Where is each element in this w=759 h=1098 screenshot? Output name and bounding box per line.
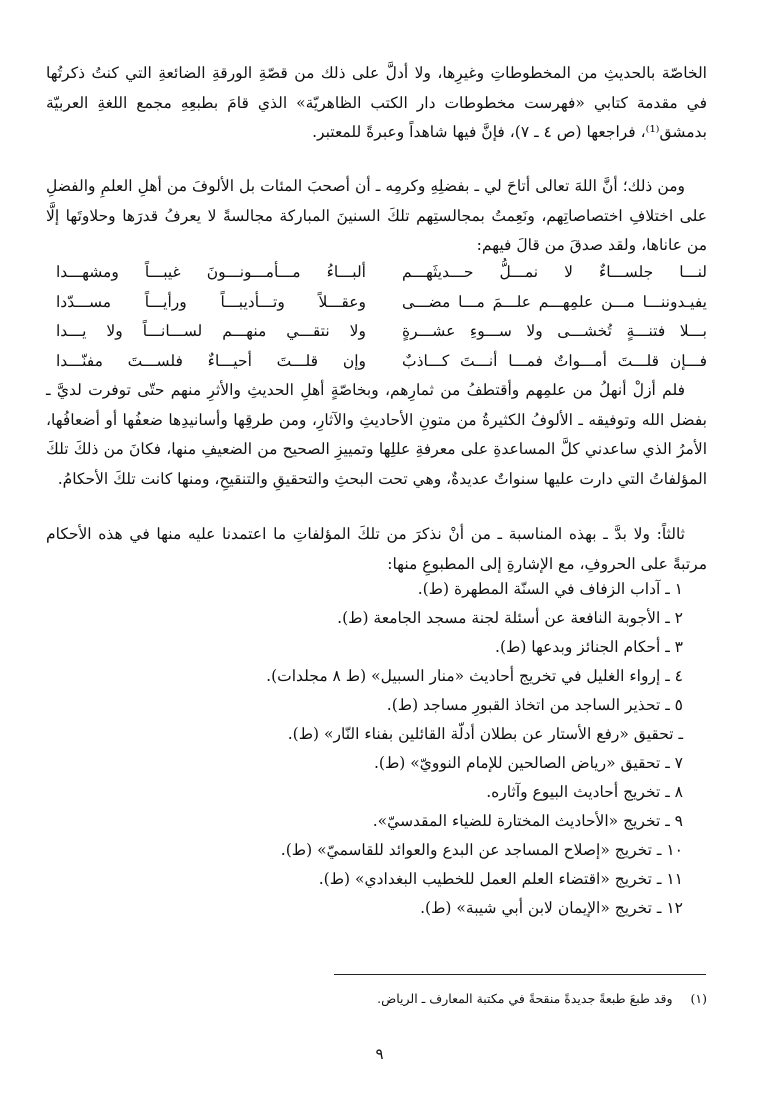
poem-verse: [46, 288, 707, 318]
poem: [46, 258, 707, 376]
paragraph-third-point: ثالثاً: ولا بدَّ ـ بهذه المناسبة ـ من أنْ نذكرَ من تلكَ المؤلفاتِ ما اعتمدنا عليه منها في هذه الأحكام مرتبةً على الحروفِ، مع الإشارةِ إلى المطبوعِ منها:: [46, 525, 707, 573]
list-item: ٨ ـ تخريج أحاديث البيوع وآثاره.: [486, 783, 683, 801]
poem-first-hemistich: يفيـدوننـــا مـــن علمِهـــم علـــمَ مـــا مضـــى: [402, 292, 707, 311]
footnote-marker: (١): [690, 991, 707, 1006]
list-item: ١٢ ـ تخريج «الإيمان لابن أبي شيبة» (ط).: [420, 899, 683, 917]
poem-second-hemistich: ولا نتقـــي منهـــم لســـانـــاً ولا يـــدا: [56, 322, 366, 340]
footnote-text: وقد طبعَ طبعةً جديدةً منقحةً في مكتبة المعارف ـ الرياض.: [377, 991, 673, 1006]
footnote: [46, 989, 707, 1009]
list-item: ٣ ـ أحكام الجنائز وبدعها (ط).: [495, 638, 683, 656]
paragraph-hadith-study: فلم أزلْ أنهلُ من علمِهم وأقتطفُ من ثمارِهم، وبخاصّةٍ أهلِ الحديثِ والأثرِ منهم حتّى توفرت لديَّ ـ بفضل الله وتوفيقه ـ الألوفُ الكثيرةُ من متونِ الأحاديثِ والآثارِ، ومن طرقِها وأسانيدِها ضعفُها أو أضعافُها، الأمرُ الذي ساعدني كلَّ المساعدةِ على معرفةِ عللِها وتمييزِ الصحيح من الضعيفِ منها، فكانَ من ذلكَ تلكَ المؤلفاتُ التي دارت عليها سنواتٌ عديدةٌ، وهي تحت البحثِ والتحقيقِ والتنقيحِ، ومنها كانت تلكَ الأحكامُ.: [46, 381, 707, 488]
list-item: ٤ ـ إرواء الغليل في تخريج أحاديث «منار السبيل» (ط ٨ مجلدات).: [266, 667, 683, 685]
poem-verse: [46, 347, 707, 377]
paragraph-manuscripts: الخاصّة بالحديثِ من المخطوطاتِ وغيرِها، ولا أدلَّ على ذلك من قصّةِ الورقةِ الضائعةِ التي كنتُ ذكرتُها في مقدمة كتابي «فهرست مخطوطات دار الكتب الظاهريّة» الذي قامَ بطبعِهِ مجمع اللغةِ العربيّة بدمشق⁽¹⁾، فراجعها (ص ٤ ـ ٧)، فإنَّ فيها شاهداً وعبرةً للمعتبر.: [46, 64, 707, 141]
paragraph-scholars: ومن ذلك؛ أنَّ اللهَ تعالى أتاحَ لي ـ بفضلِهِ وكرمِه ـ أن أصحبَ المئات بل الألوفَ من أهلِ العلمِ والفضلِ على اختلافِ اختصاصاتِهم، ونَعِمتُ بمجالستِهم تلكَ السنينَ المباركة مجالسةً لا يعرفُ قدرَها وحلاوتَها إلَّا من عاناها، ولقد صدقَ من قالَ فيهم:: [46, 177, 707, 254]
poem-first-hemistich: فـــإن قلـــتَ أمـــواتٌ فمـــا أنـــتَ كـــاذبٌ: [402, 351, 707, 370]
list-item: ١ ـ آداب الزفاف في السنّة المطهرة (ط).: [417, 580, 683, 598]
poem-second-hemistich: وإن قلـــتَ أحيـــاءٌ فلســـتَ مفنّـــدا: [56, 351, 366, 370]
footnote-divider: [334, 974, 706, 975]
list-item: ٩ ـ تخريج «الأحاديث المختارة للضياء المقدسيّ».: [372, 812, 683, 830]
poem-verse: [46, 258, 707, 288]
list-item: ٧ ـ تحقيق «رياض الصالحين للإمام النوويّ» (ط).: [373, 754, 683, 772]
poem-verse: [46, 317, 707, 347]
poem-first-hemistich: لنـــا جلســـاءٌ لا نمـــلُّ حـــديثَهـــم: [402, 263, 707, 281]
poem-first-hemistich: بـــلا فتنـــةٍ تُخشـــى ولا ســـوءِ عشـــرةٍ: [402, 322, 707, 340]
list-item: ١٠ ـ تخريج «إصلاح المساجد عن البدع والعوائد للقاسميّ» (ط).: [280, 841, 683, 859]
list-item: ٢ ـ الأجوبة النافعة عن أسئلة لجنة مسجد الجامعة (ط).: [337, 609, 683, 627]
list-item: ـ تحقيق «رفع الأستار عن بطلان أدلّة القائلين بفناء النّار» (ط).: [287, 725, 683, 743]
page-number: ٩: [375, 1045, 384, 1063]
list-item: ٥ ـ تحذير الساجد من اتخاذ القبورِ مساجد (ط).: [386, 696, 683, 714]
list-item: ١١ ـ تخريج «اقتضاء العلم العمل للخطيب البغدادي» (ط).: [318, 870, 683, 888]
poem-second-hemistich: وعقـــلاً وتـــأديبـــاً ورأيـــاً مســـدّدا: [56, 292, 366, 311]
poem-second-hemistich: ألبـــاءُ مـــأمـــونـــونَ غيبـــاً ومشهـــدا: [56, 263, 366, 281]
